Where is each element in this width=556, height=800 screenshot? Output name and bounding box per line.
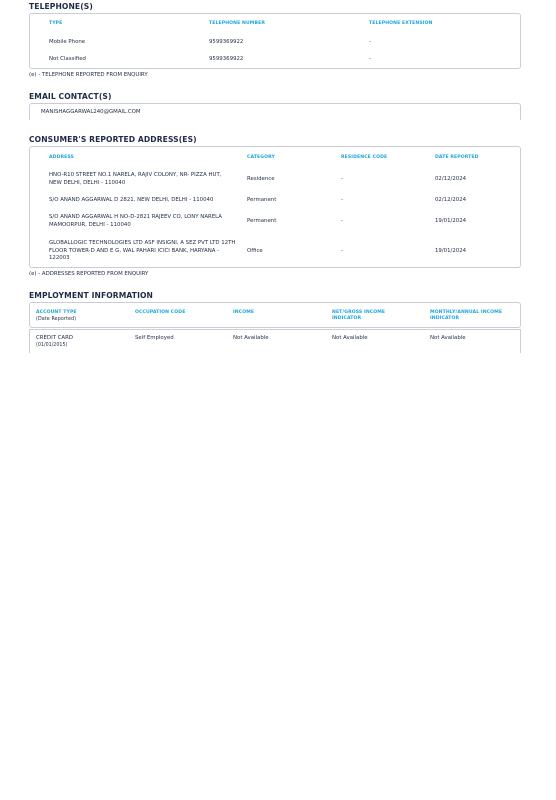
address-header: ADDRESS [49, 155, 74, 160]
telephone-row-2-type: Not Classified [49, 56, 86, 62]
address-row-1-category: Residence [247, 176, 275, 182]
telephone-row-1-type: Mobile Phone [49, 39, 86, 45]
telephone-number-header: TELEPHONE NUMBER [209, 21, 265, 26]
address-row-2-address: S/O ANAND AGGARWAL D 2821, NEW DELHI, DELHI - 110040 [49, 197, 214, 203]
email-value: MANISHAGGARWAL240@GMAIL.COM [41, 109, 141, 115]
address-row-3-date: 19/01/2024 [435, 218, 467, 224]
address-row-4-address: GLOBALLOGIC TECHNOLOGIES LTD ASF INSIGNI, A SEZ PVT LTD 12TH FLOOR TOWER-D AND E G, WAL PAHARI ICICI BANK, HARYANA - 122003 [49, 240, 236, 261]
addresses-section-title: CONSUMER'S REPORTED ADDRESS(ES) [29, 135, 197, 144]
address-row-1-address: HNO-R10 STREET NO.1 NARELA, RAJIV COLONY, NR- PIZZA HUT, NEW DELHI, DELHI - 110040 [49, 172, 222, 186]
address-row-4-residence-code: - [341, 248, 343, 254]
telephones-note: (e) - TELEPHONE REPORTED FROM ENQUIRY [29, 72, 148, 78]
telephone-row-2-extension: - [369, 56, 371, 62]
employment-section-title: EMPLOYMENT INFORMATION [29, 291, 154, 300]
email-card [29, 103, 521, 120]
account-type-header-sub: (Date Reported) [36, 317, 77, 322]
telephone-row-1-number: 9599369922 [209, 39, 244, 45]
employment-monthly-annual: Not Available [430, 335, 466, 341]
address-row-4-date: 19/01/2024 [435, 248, 467, 254]
address-row-3-residence-code: - [341, 218, 343, 224]
employment-net-gross: Not Available [332, 335, 368, 341]
net-gross-income-header: NET/GROSS INCOME INDICATOR [332, 310, 386, 321]
telephone-extension-header: TELEPHONE EXTENSION [369, 21, 433, 26]
employment-account-date: (01/01/2015) [36, 343, 68, 348]
address-row-4-category: Office [247, 248, 263, 254]
employment-income: Not Available [233, 335, 269, 341]
income-header: INCOME [233, 310, 255, 315]
email-section-title: EMAIL CONTACT(S) [29, 92, 112, 101]
employment-account-type [36, 335, 73, 349]
addresses-card [29, 146, 521, 268]
telephones-section-title: TELEPHONE(S) [29, 2, 93, 11]
telephone-row-2-number: 9599369922 [209, 56, 244, 62]
address-row-1-date: 02/12/2024 [435, 176, 467, 182]
employment-occupation: Self Employed [135, 335, 174, 341]
employment-header-card [29, 302, 521, 328]
account-type-header-label: ACCOUNT TYPE [36, 310, 77, 315]
address-row-3-category: Permanent [247, 218, 277, 224]
occupation-code-header: OCCUPATION CODE [135, 310, 186, 315]
account-type-header [36, 310, 77, 323]
address-row-1-residence-code: - [341, 176, 343, 182]
employment-account-type-value: CREDIT CARD [36, 335, 74, 341]
category-header: CATEGORY [247, 155, 275, 160]
employment-row-card [29, 329, 521, 353]
telephones-card [29, 13, 521, 69]
residence-code-header: RESIDENCE CODE [341, 155, 388, 160]
date-reported-header: DATE REPORTED [435, 155, 479, 160]
monthly-annual-income-header: MONTHLY/ANNUAL INCOME INDICATOR [430, 310, 503, 321]
telephone-type-header: TYPE [49, 21, 63, 26]
address-row-2-date: 02/12/2024 [435, 197, 467, 203]
address-row-2-residence-code: - [341, 197, 343, 203]
address-row-2-category: Permanent [247, 197, 277, 203]
addresses-note: (e) - ADDRESSES REPORTED FROM ENQUIRY [29, 271, 149, 277]
telephone-row-1-extension: - [369, 39, 371, 45]
address-row-3-address: S/O ANAND AGGARWAL H NO-D-2821 RAJEEV CO, LONY NARELA MAMOORPUR, DELHI - 110040 [49, 214, 222, 228]
